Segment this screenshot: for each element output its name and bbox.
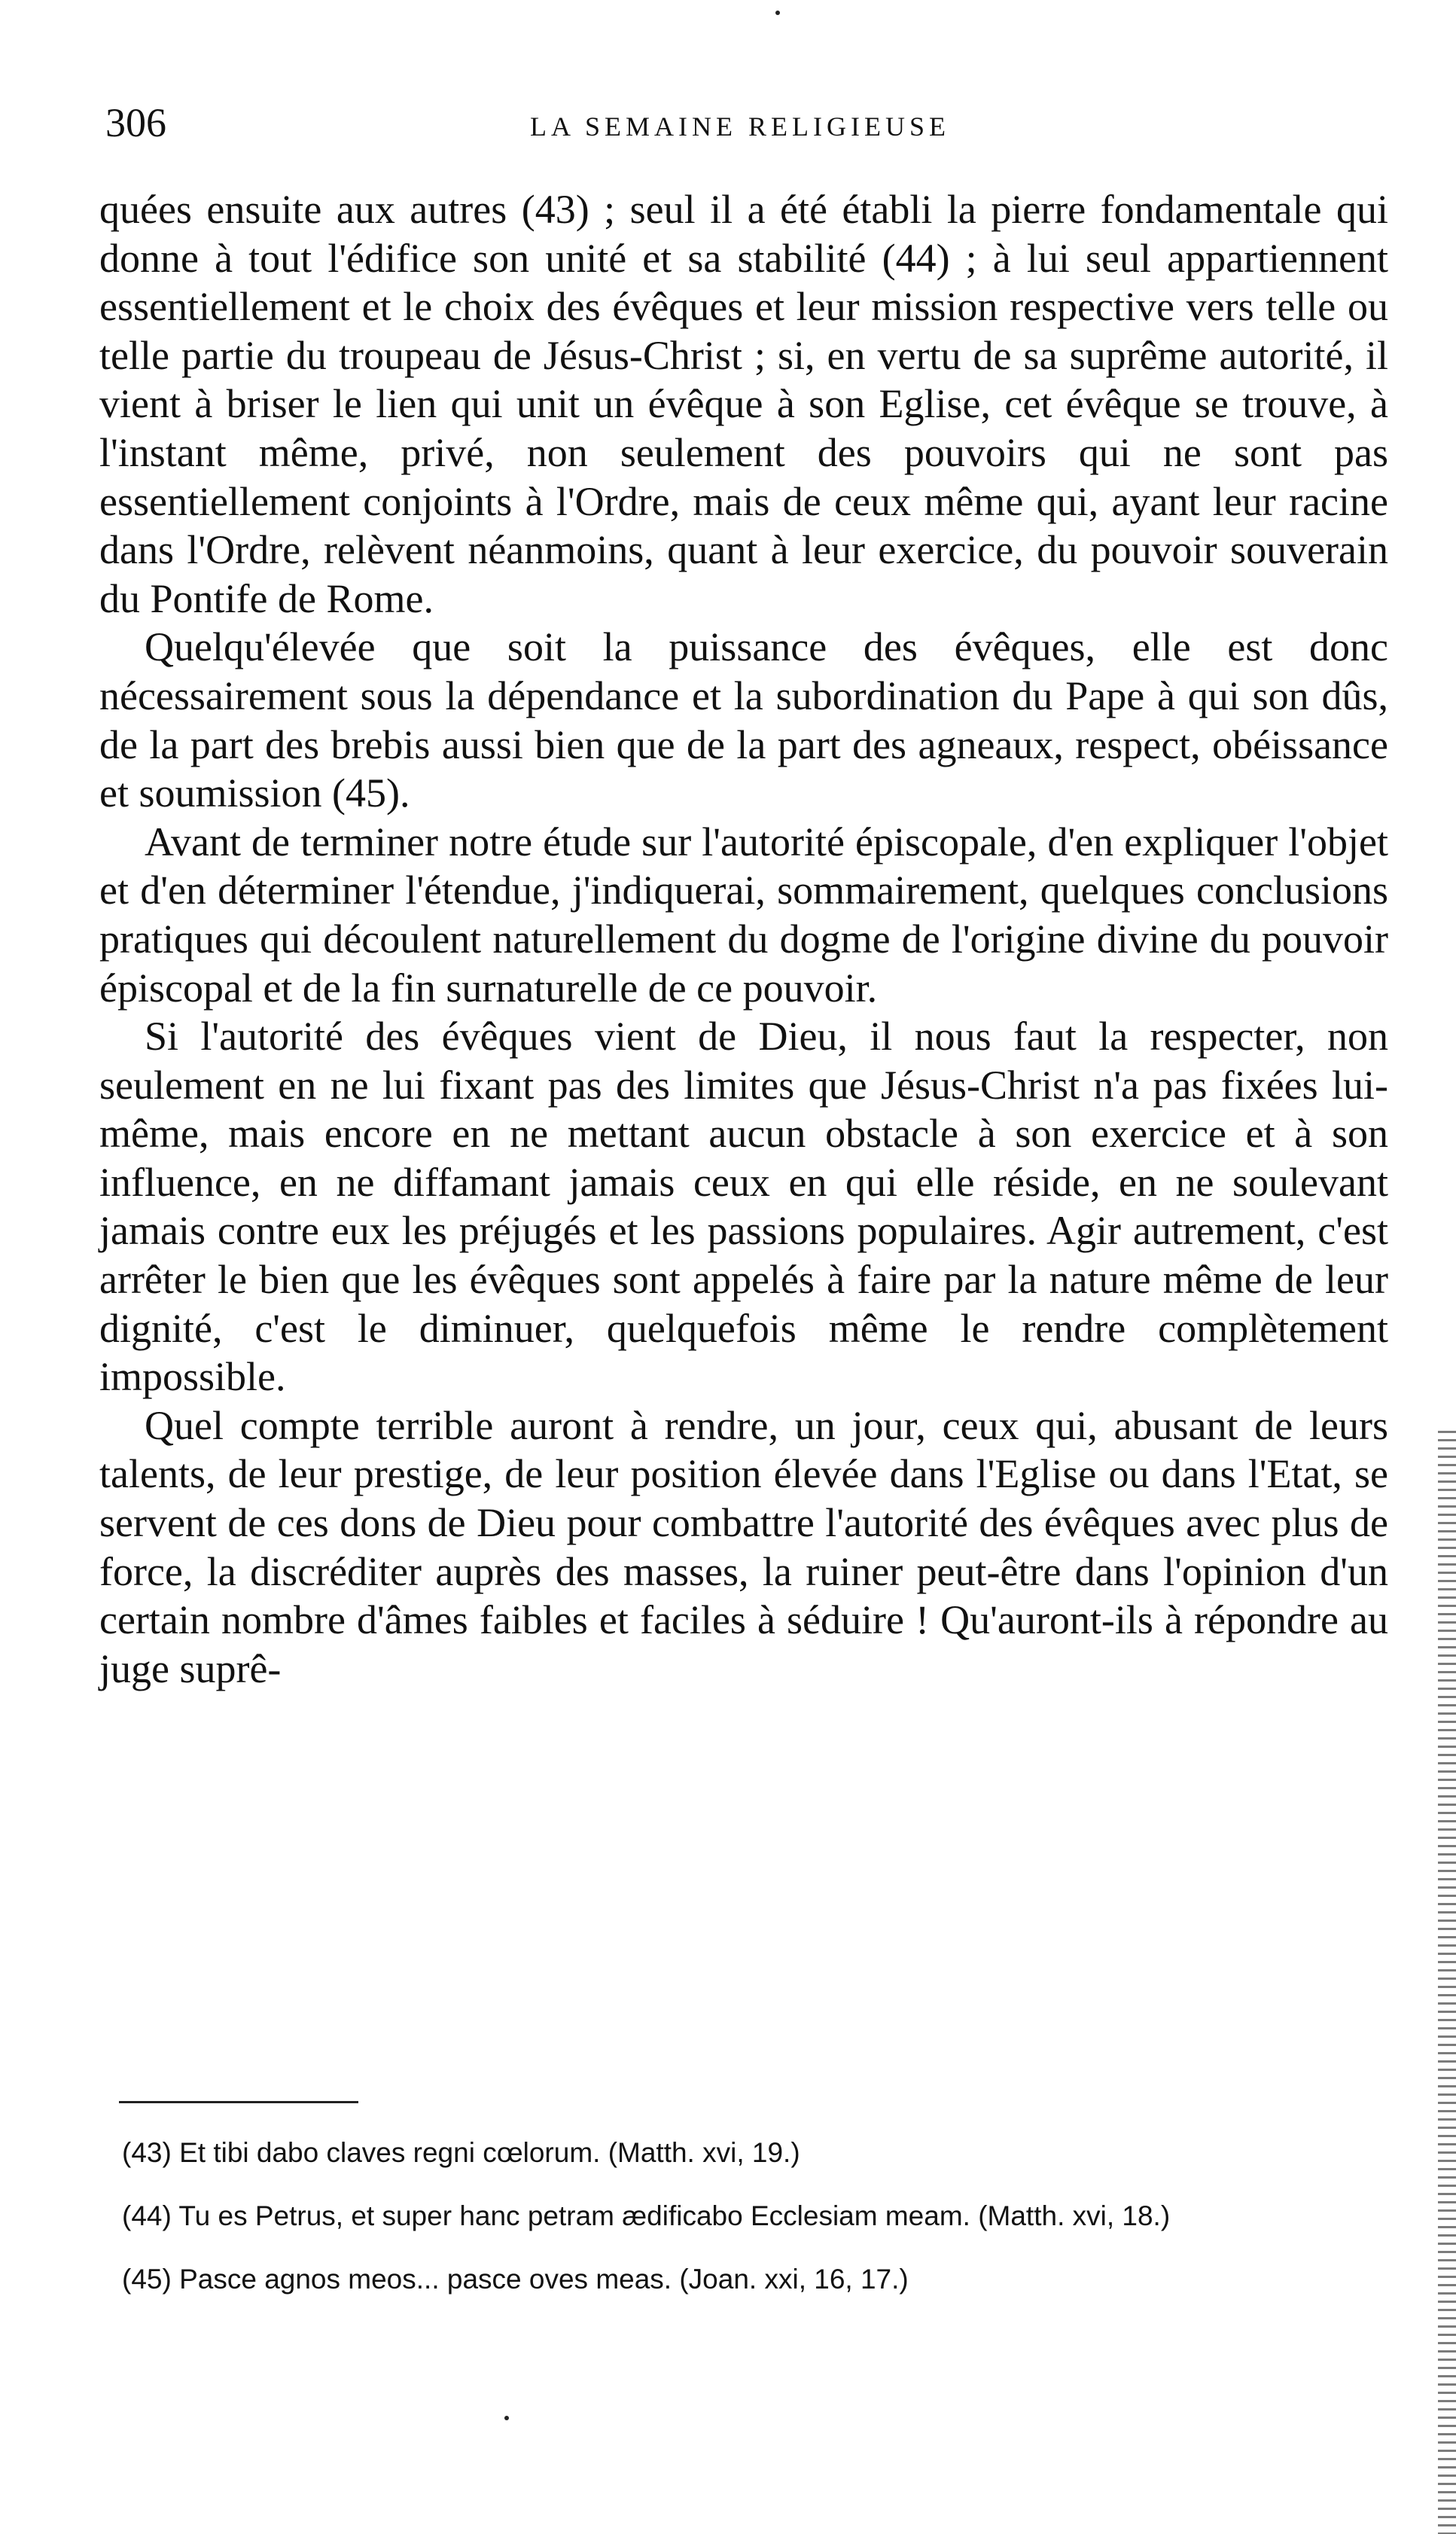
paragraph-5: Quel compte terrible auront à rendre, un jour, ceux qui, abusant de leurs talents, de leur prestige, de leur position élevée dans l'Eglise ou dans l'Etat, se servent de ces dons de Dieu pour combattre l'autorité des évêques avec plus de force, la discréditer auprès des masses, la ruiner peut-être dans l'opinion d'un certain nombre d'âmes faibles et faciles à séduire ! Qu'auront-ils à répondre au juge suprê- — [99, 1402, 1388, 1691]
footnote-45: (45) Pasce agnos meos... pasce oves meas. (Joan. xxi, 16, 17.) — [122, 2264, 909, 2295]
footnotes — [99, 2130, 1388, 2319]
running-head: LA SEMAINE RELIGIEUSE — [530, 111, 950, 142]
footnote-44: (44) Tu es Petrus, et super hanc petram ædificabo Ecclesiam meam. (Matth. xvi, 18.) — [122, 2200, 1171, 2231]
speck-bottom — [504, 2416, 509, 2420]
body-text — [99, 185, 1388, 1693]
page-number: 306 — [105, 100, 166, 145]
paragraph-1: quées ensuite aux autres (43) ; seul il a été établi la pierre fondamentale qui donne à tout l'édifice son unité et sa stabilité (44) ; à lui seul appartiennent essentiellement et le choix des évêques et leur mission respective vers telle ou telle partie du troupeau de Jésus-Christ ; si, en vertu de sa suprême autorité, il vient à briser le lien qui unit un évêque à son Eglise, cet évêque se trouve, à l'instant même, privé, non seulement des pouvoirs qui ne sont pas essentiellement conjoints à l'Ordre, mais de ceux même qui, ayant leur racine dans l'Ordre, relèvent néanmoins, quant à leur exercice, du pouvoir souverain du Pontife de Rome. — [99, 187, 1388, 621]
paragraph-2: Quelqu'élevée que soit la puissance des évêques, elle est donc nécessairement sous la dépendance et la subordination du Pape à qui son dûs, de la part des brebis aussi bien que de la part des agneaux, respect, obéissance et soumission (45). — [99, 624, 1388, 816]
page-header — [99, 96, 1372, 157]
footnote-43: (43) Et tibi dabo claves regni cœlorum. (Matth. xvi, 19.) — [122, 2137, 800, 2168]
paragraph-3: Avant de terminer notre étude sur l'autorité épiscopale, d'en expliquer l'objet et d'en déterminer l'étendue, j'indiquerai, sommairement, quelques conclusions pratiques qui découlent naturellement du dogme de l'origine divine du pouvoir épiscopal et de la fin surnaturelle de ce pouvoir. — [99, 819, 1388, 1011]
scan-edge-noise — [1438, 1431, 1456, 2534]
footnote-separator — [119, 2101, 358, 2103]
speck-top — [775, 11, 780, 15]
paragraph-4: Si l'autorité des évêques vient de Dieu, il nous faut la respecter, non seulement en ne lui fixant pas des limites que Jésus-Christ n'a pas fixées lui-même, mais encore en ne mettant aucun obstacle à son exercice et à son influence, en ne diffamant jamais ceux en qui elle réside, en ne soulevant jamais contre eux les préjugés et les passions populaires. Agir autrement, c'est arrêter le bien que les évêques sont appelés à faire par la nature même de leur dignité, c'est le diminuer, quelquefois même le rendre complètement impossible. — [99, 1014, 1388, 1400]
